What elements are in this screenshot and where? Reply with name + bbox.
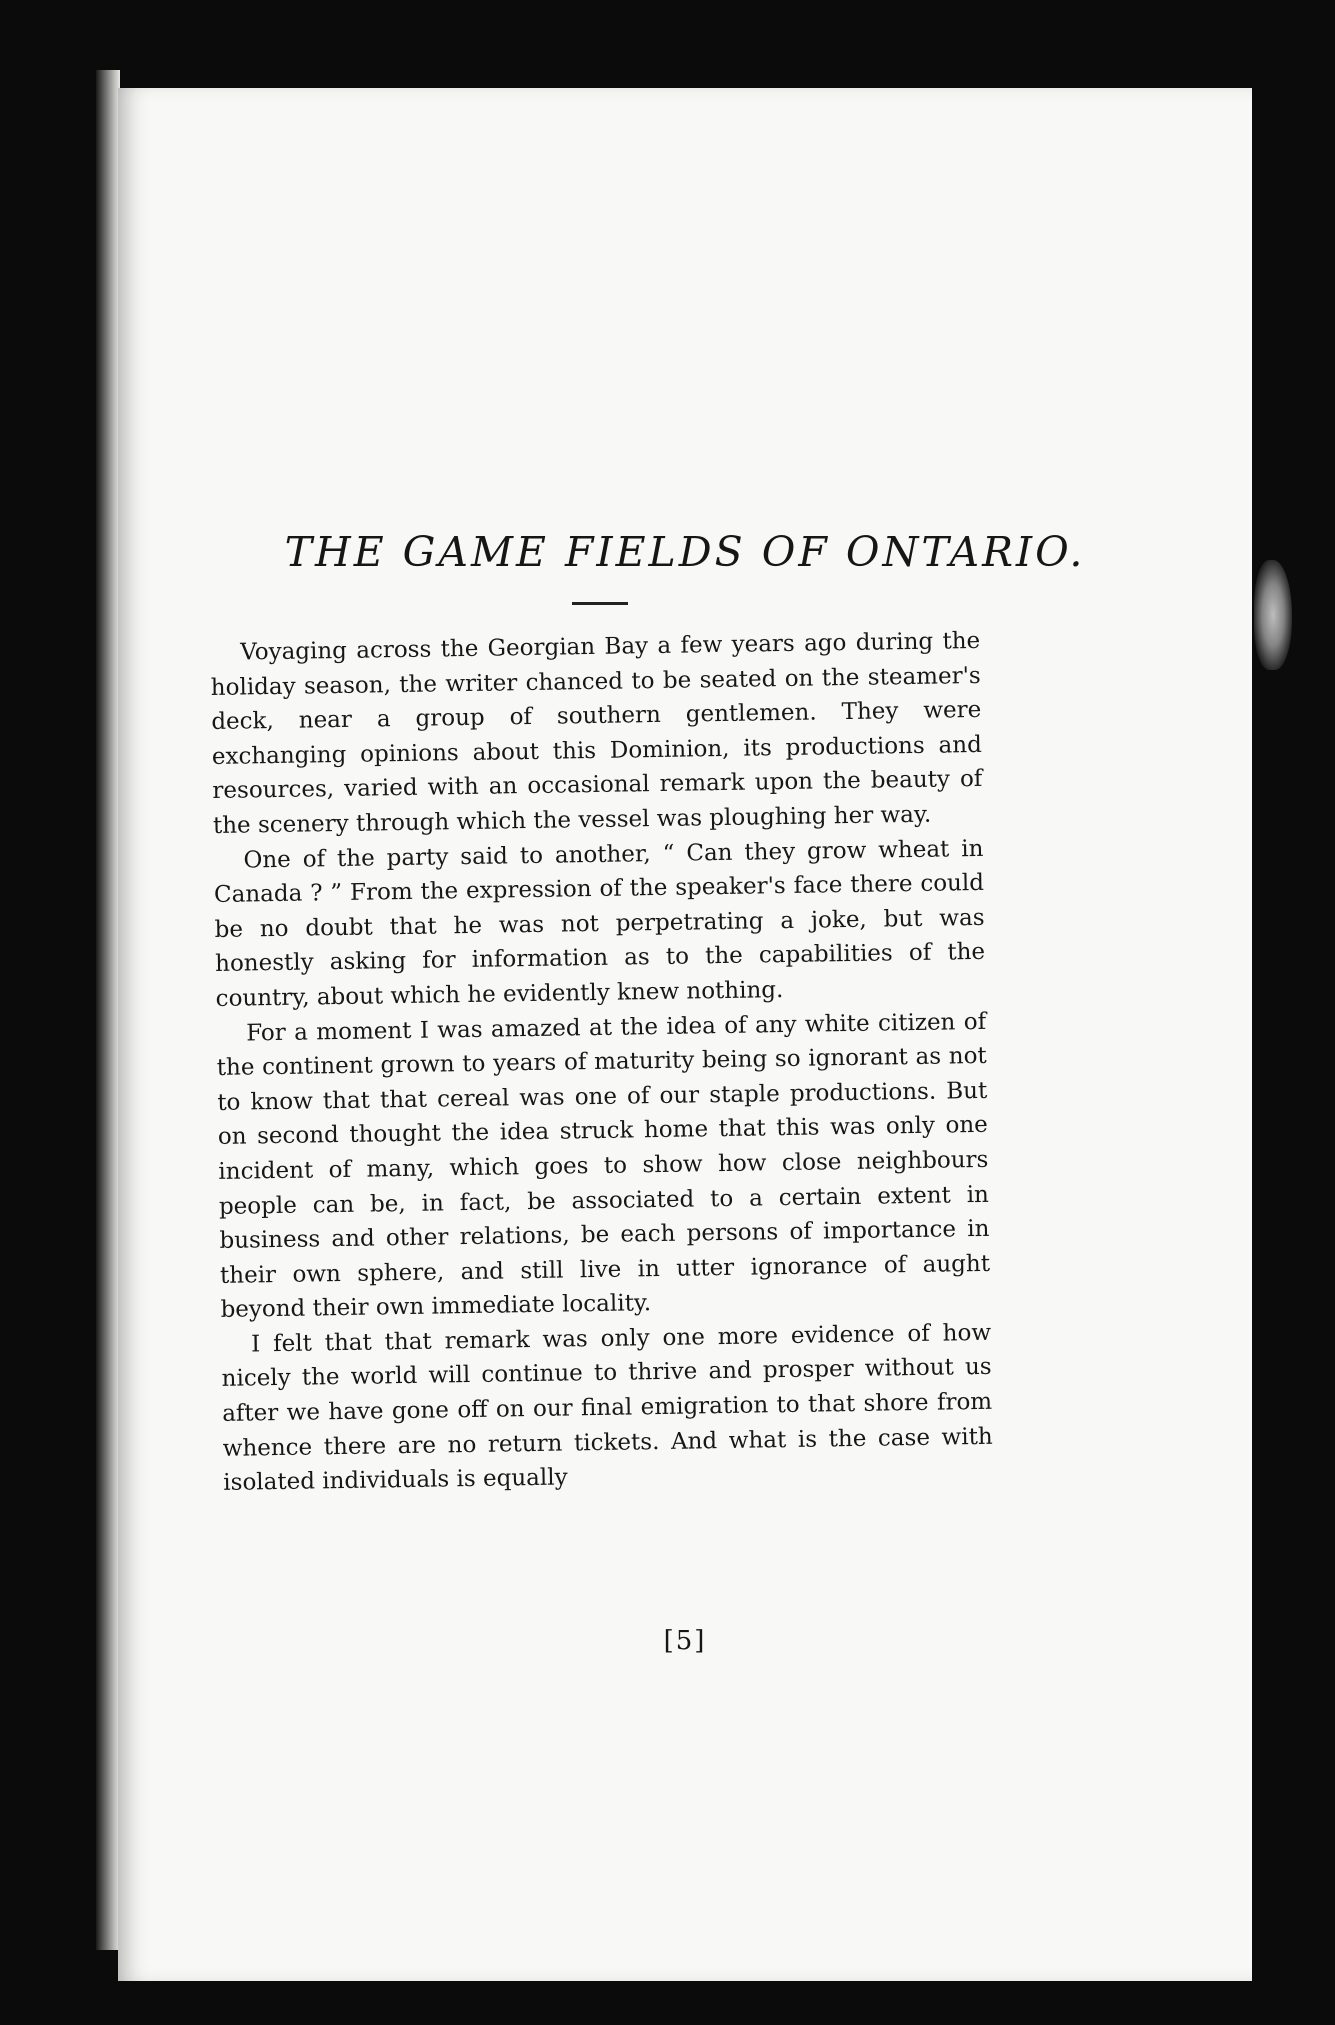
paragraph: One of the party said to another, “ Can they grow wheat in Canada ? ” From the expression of the speaker's face there could be no doubt that he was not perpetrating a joke, but was honestly asking for information as to the capabilities of the country, about which he evidently knew nothing.	[213, 835, 986, 1012]
paragraph: I felt that that remark was only one more evidence of how nicely the world will continue to thrive and prosper without us after we have gone off on our final emigration to that shore from whence there are no return tickets. And what is the case with isolated individuals is equally	[221, 1319, 993, 1497]
title-rule	[572, 602, 628, 605]
paragraph: For a moment I was amazed at the idea of any white citizen of the continent grown to years of maturity being so ignorant as not to know that that cereal was one of our staple productions. But on second thought the idea struck home that this was only one incident of many, which goes to show how close neighbours people can be, in fact, be associated to a certain extent in business and other relations, be each persons of importance in their own sphere, and still live in utter ignorance of aught beyond their own immediate locality.	[216, 1008, 991, 1324]
book-page	[118, 88, 1252, 1981]
chapter-title: THE GAME FIELDS OF ONTARIO.	[284, 528, 1086, 576]
paragraph: Voyaging across the Georgian Bay a few years ago during the holiday season, the writer chanced to be seated on the steamer's deck, near a group of southern gentlemen. They were exchanging opinions about this Dominion, its productions and resources, varied with an occasional remark upon the beauty of the scenery through which the vessel was ploughing her way.	[210, 627, 983, 839]
page-number: [5]	[663, 1626, 707, 1656]
body-text	[210, 624, 993, 1501]
book-gutter-edge	[96, 70, 120, 1950]
binding-clip-mark	[1254, 560, 1292, 670]
